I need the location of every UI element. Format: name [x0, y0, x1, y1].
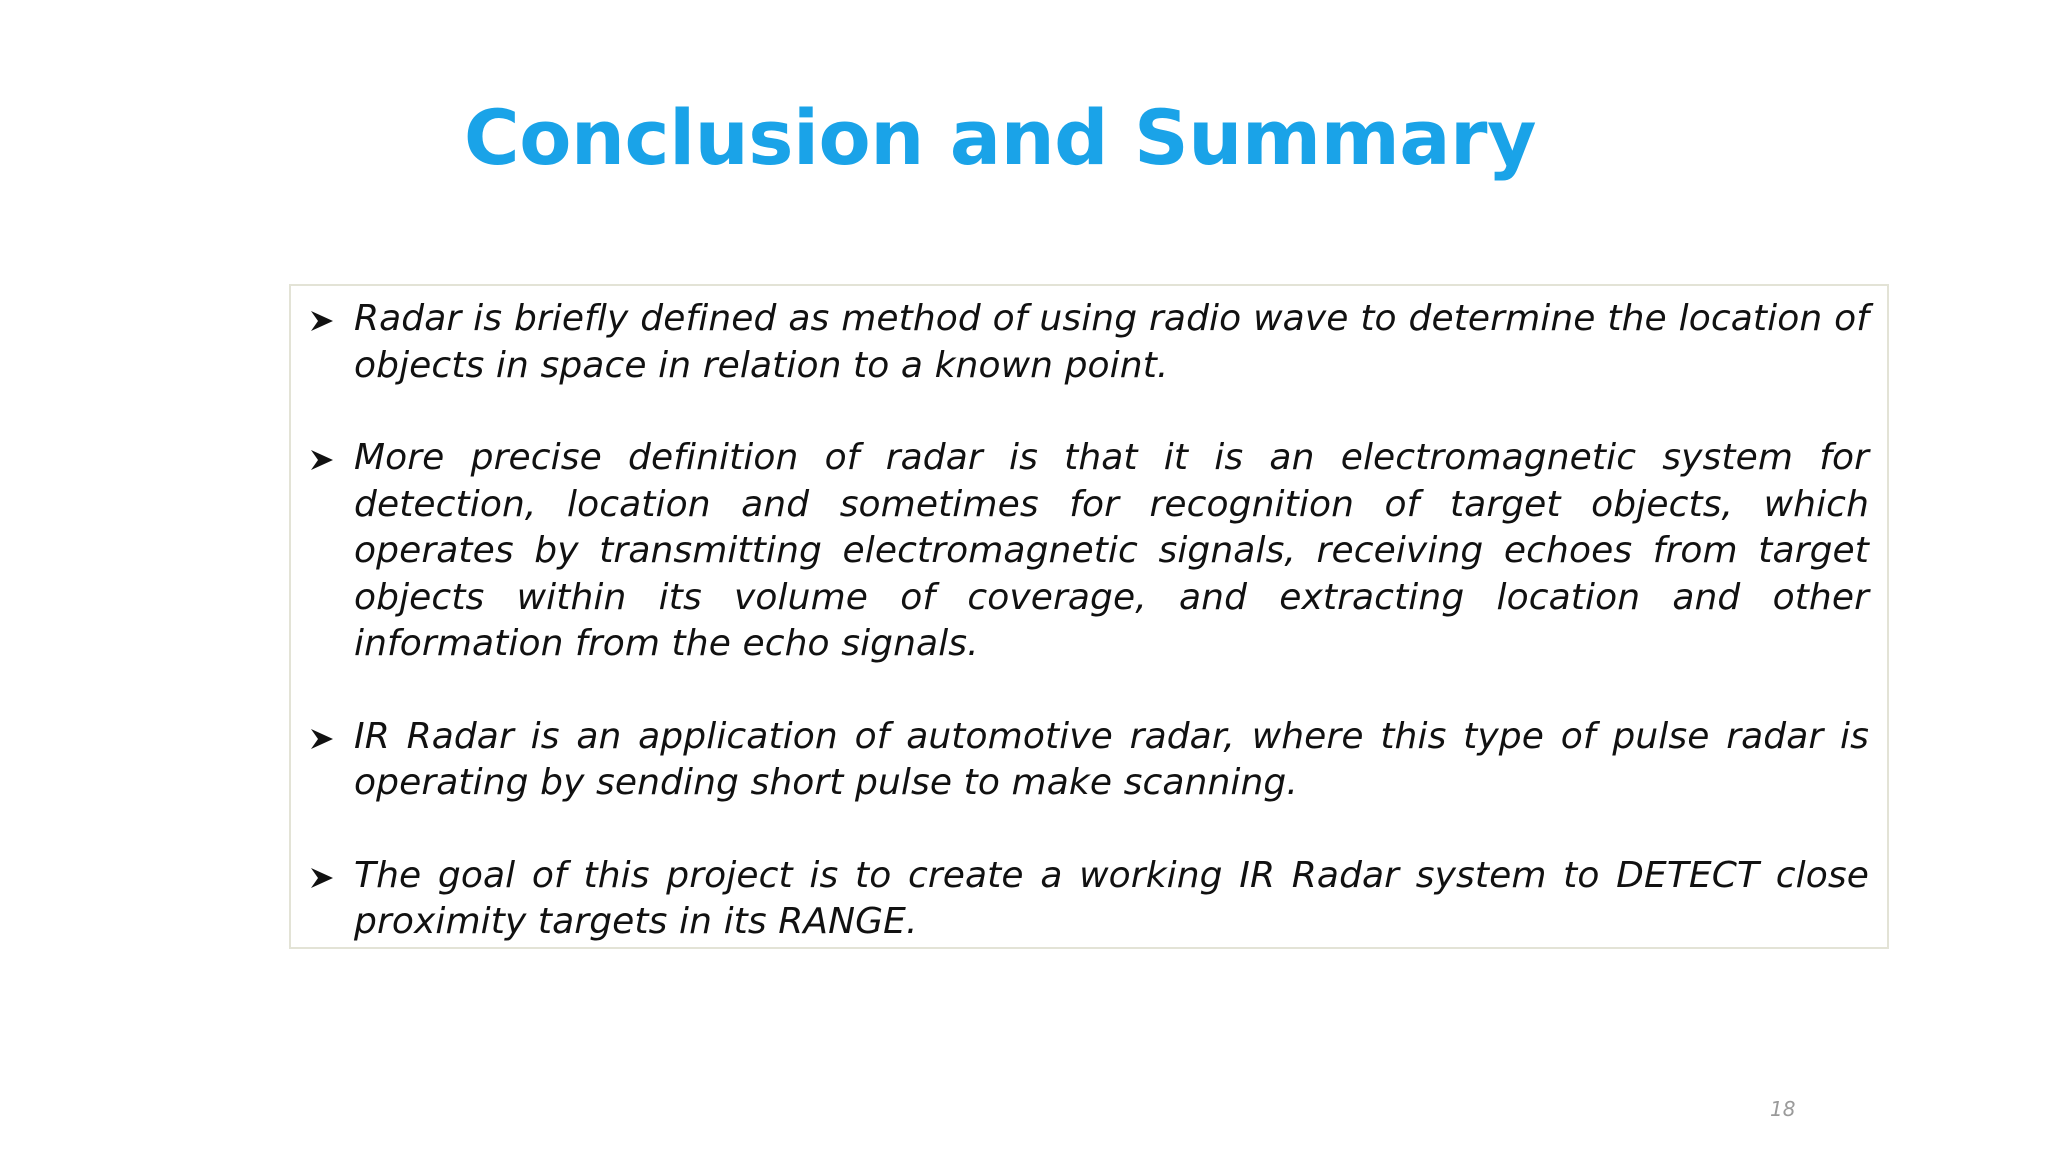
arrowhead-bullet-icon — [309, 296, 354, 334]
slide-title: Conclusion and Summary — [463, 93, 1537, 182]
bullet-text: IR Radar is an application of automotive radar, where this type of pulse radar is operating by sending short pulse to make scanning. — [354, 715, 1869, 803]
arrowhead-bullet-icon — [309, 853, 354, 891]
content-box — [289, 284, 1889, 949]
bullet-text: More precise definition of radar is that it is an electromagnetic system for detection, location and sometimes for recognition of target objects, which operates by transmitting electromagnetic signals, receiving echoes from target objects within its volume of coverage, and extracting location and other information from the echo signals. — [354, 437, 1869, 664]
bullet-list — [309, 296, 1869, 946]
bullet-item — [309, 296, 1869, 389]
arrowhead-bullet-icon — [309, 714, 354, 752]
page-number: 18 — [1770, 1097, 1796, 1121]
bullet-item — [309, 435, 1869, 668]
bullet-text: The goal of this project is to create a working IR Radar system to DETECT close proximity targets in its RANGE. — [354, 854, 1869, 942]
bullet-item — [309, 714, 1869, 807]
bullet-text: Radar is briefly defined as method of using radio wave to determine the location of objects in space in relation to a known point. — [354, 298, 1869, 386]
bullet-item — [309, 853, 1869, 946]
arrowhead-bullet-icon — [309, 435, 354, 473]
